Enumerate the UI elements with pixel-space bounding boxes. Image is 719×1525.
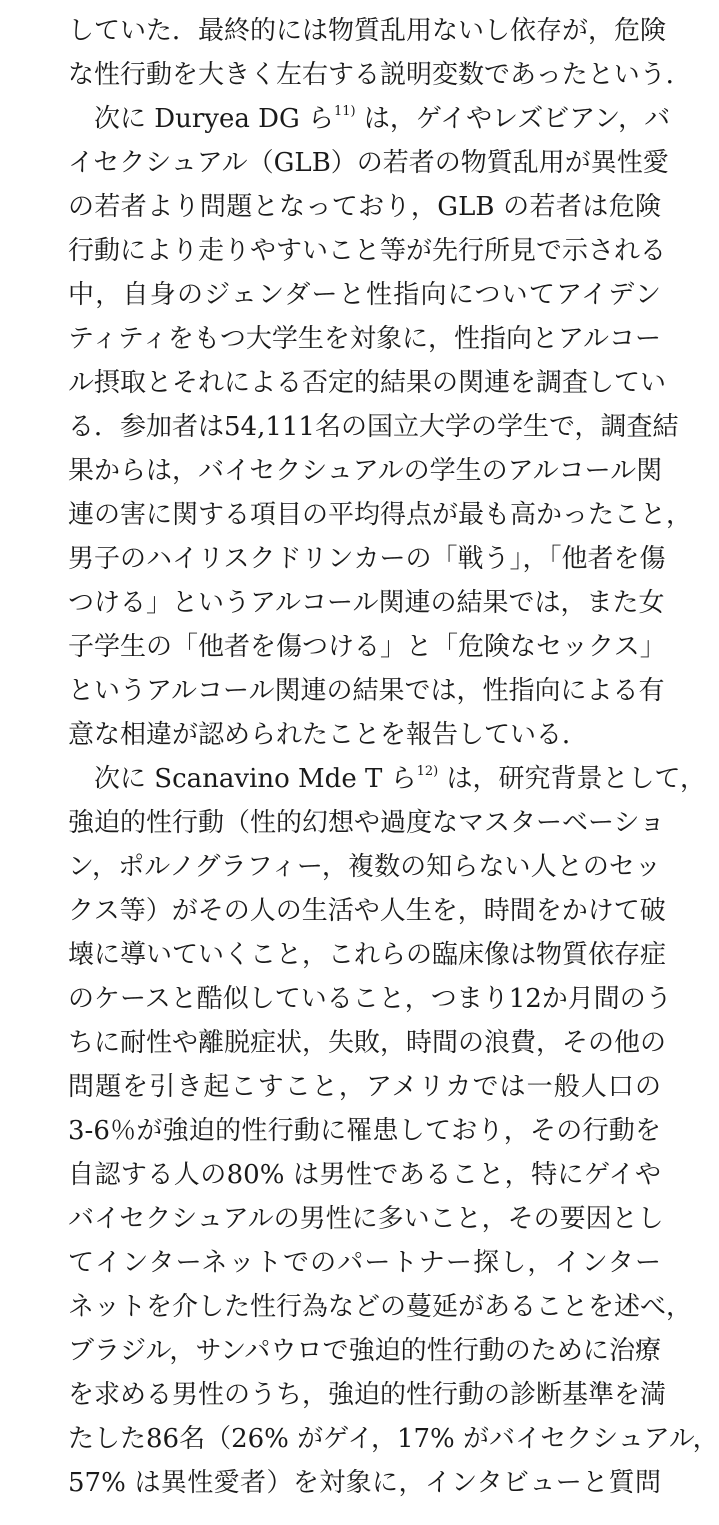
text-line: 57% は異性愛者）を対象に，インタビューと質問	[68, 1468, 661, 1498]
text-run: 次に Duryea DG ら	[94, 104, 335, 134]
text-line: ブラジル，サンパウロで強迫的性行動のために治療	[68, 1336, 661, 1366]
text-line: バイセクシュアルの男性に多いこと，その要因とし	[68, 1204, 664, 1234]
text-line: る．参加者は54,111名の国立大学の学生で，調査結	[68, 412, 679, 442]
text-run: は，ゲイやレズビアン，バ	[355, 104, 671, 134]
text-line: していた．最終的には物質乱用ないし依存が，危険	[68, 16, 667, 46]
text-run: は，研究背景として，	[438, 764, 706, 794]
text-line: 連の害に関する項目の平均得点が最も高かったこと，	[68, 500, 693, 530]
text-line: ティティをもつ大学生を対象に，性指向とアルコー	[68, 324, 661, 354]
text-line: な性行動を大きく左右する説明変数であったという．	[68, 60, 692, 90]
text-line: 壊に導いていくこと，これらの臨床像は物質依存症	[68, 940, 667, 970]
citation-superscript: 11)	[334, 104, 356, 120]
text-line: 自認する人の80% は男性であること，特にゲイや	[68, 1160, 661, 1190]
text-line: ル摂取とそれによる否定的結果の関連を調査してい	[68, 368, 667, 398]
text-line: てインターネットでのパートナー探し，インター	[68, 1248, 661, 1278]
text-line	[68, 757, 706, 801]
text-run: 次に Scanavino Mde T ら	[94, 764, 417, 794]
text-line: 行動により走りやすいこと等が先行所見で示される	[68, 236, 667, 266]
text-line	[68, 97, 671, 141]
text-line: クス等）がその人の生活や人生を，時間をかけて破	[68, 896, 666, 926]
text-line: つける」というアルコール関連の結果では，また女	[68, 588, 665, 618]
text-line: たした86名（26% がゲイ，17% がバイセクシュアル，	[68, 1424, 719, 1454]
text-line: 子学生の「他者を傷つける」と「危険なセックス」	[68, 632, 666, 662]
text-line: を求める男性のうち，強迫的性行動の診断基準を満	[68, 1380, 667, 1410]
citation-superscript: 12)	[416, 764, 439, 780]
text-line: ン，ポルノグラフィー，複数の知らない人とのセッ	[68, 852, 661, 882]
text-line: の若者より問題となっており，GLB の若者は危険	[68, 192, 661, 222]
text-line: 3-6％が強迫的性行動に罹患しており，その行動を	[68, 1116, 661, 1146]
text-line: のケースと酷似していること，つまり12か月間のう	[68, 984, 672, 1014]
text-line: 問題を引き起こすこと，アメリカでは一般人口の	[68, 1072, 661, 1102]
text-line: 中，自身のジェンダーと性指向についてアイデン	[68, 280, 661, 310]
text-line: 強迫的性行動（性的幻想や過度なマスターベーショ	[68, 808, 665, 838]
text-line: ちに耐性や離脱症状，失敗，時間の浪費，その他の	[68, 1028, 667, 1058]
text-line: 果からは，バイセクシュアルの学生のアルコール関	[68, 456, 663, 486]
body-text	[68, 9, 719, 1505]
text-line: ネットを介した性行為などの蔓延があることを述べ，	[68, 1292, 693, 1322]
text-line: 意な相違が認められたことを報告している．	[68, 720, 589, 750]
text-line: というアルコール関連の結果では，性指向による有	[68, 676, 665, 706]
text-line: イセクシュアル（GLB）の若者の物質乱用が異性愛	[68, 148, 669, 178]
text-line: 男子のハイリスクドリンカーの「戦う」，「他者を傷	[68, 544, 666, 574]
